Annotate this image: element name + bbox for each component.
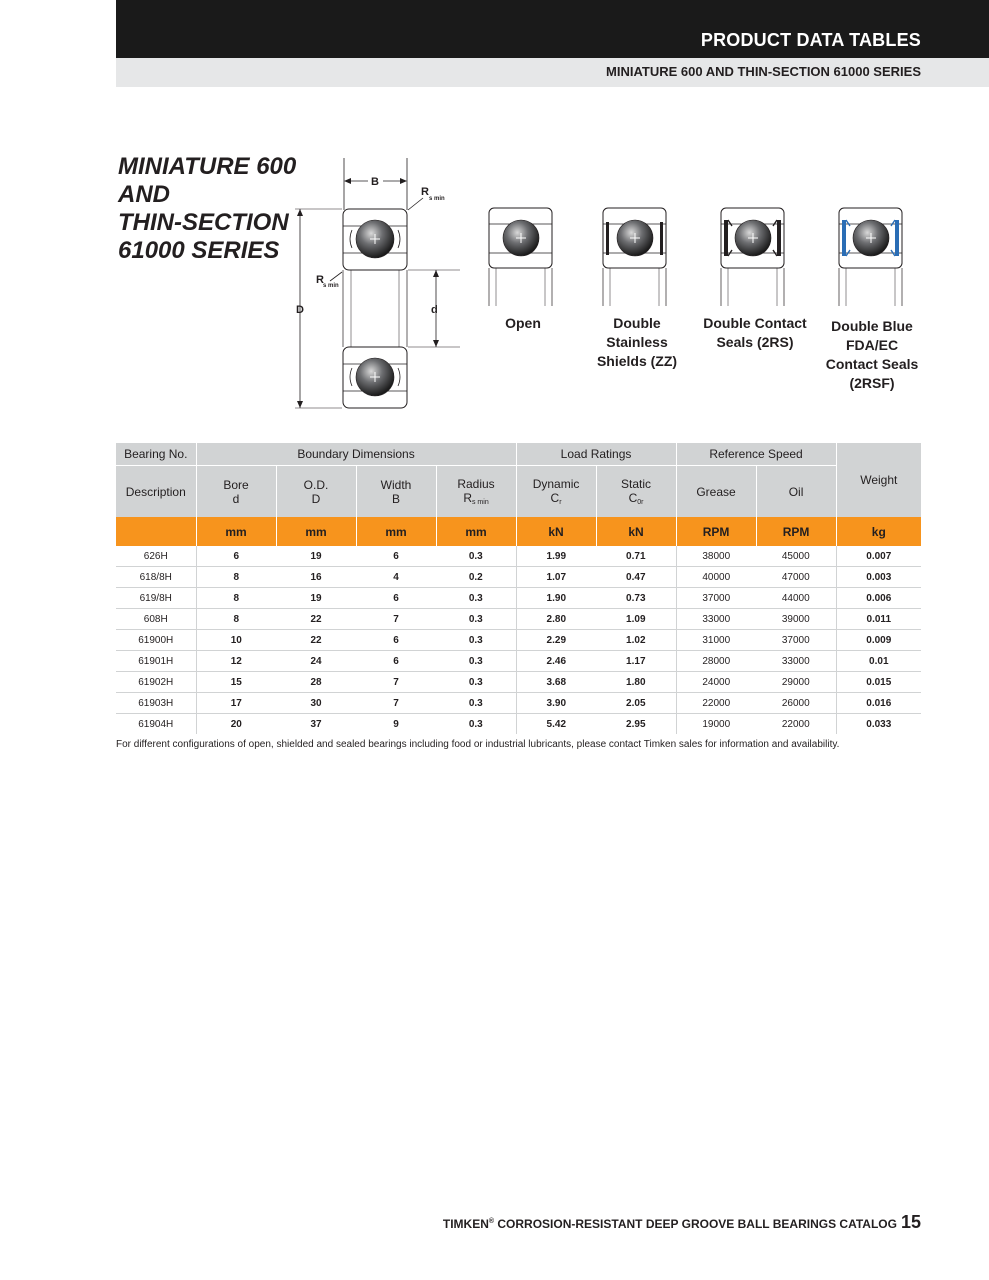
table-cell: 19: [276, 588, 356, 609]
table-cell: 0.006: [836, 588, 921, 609]
series-title-line: 61000 SERIES: [118, 237, 280, 264]
bearing-blue-seal-icon: [838, 206, 904, 308]
table-cell: 26000: [756, 693, 836, 714]
radius-sub-top: s min: [429, 196, 445, 202]
table-cell: 22000: [676, 693, 756, 714]
table-cell: 7: [356, 672, 436, 693]
header-od-symbol: D: [311, 491, 321, 506]
table-cell: 0.47: [596, 567, 676, 588]
table-cell: 45000: [781, 550, 810, 562]
unit-cell: kg: [836, 517, 921, 546]
table-cell: 2.80: [516, 609, 596, 630]
table-cell: 0.3: [436, 651, 516, 672]
table-cell: 31000: [676, 630, 756, 651]
header-static-sub: 0r: [637, 499, 644, 506]
variant-label-shield: Double Stainless Shields (ZZ): [596, 315, 678, 369]
table-cell: 7: [356, 693, 436, 714]
table-cell: 6: [356, 630, 436, 651]
header-bore-label: Bore: [223, 477, 249, 492]
table-cell: 2.29: [516, 630, 596, 651]
table-cell: 0.3: [436, 714, 516, 735]
page-number: 15: [900, 1212, 921, 1232]
table-cell: 1.90: [516, 588, 596, 609]
header-od: [276, 466, 356, 518]
bearing-seal-icon: [720, 206, 786, 308]
table-cell: 47000: [756, 567, 836, 588]
table-cell: 1.09: [596, 609, 676, 630]
width-label: B: [371, 176, 379, 188]
header-weight: Weight: [836, 443, 921, 517]
bearing-cross-section-diagram: [290, 150, 470, 415]
section-title: PRODUCT DATA TABLES: [700, 30, 921, 50]
header-dynamic-label: Dynamic: [532, 477, 580, 491]
table-cell: 0.009: [836, 630, 921, 651]
table-cell: 37000: [676, 588, 756, 609]
bearing-shield-icon: [602, 206, 668, 308]
header-od-label: O.D.: [303, 477, 329, 492]
variant-label-blue-seal: Double Blue FDA/EC Contact Seals (2RSF): [825, 318, 919, 391]
table-row: [116, 567, 921, 588]
bearing-number-cell: 61903H: [116, 693, 196, 714]
variant-label-seal: Double Contact Seals (2RS): [703, 315, 807, 350]
table-cell: 1.17: [596, 651, 676, 672]
bearing-number-cell: 619/8H: [116, 588, 196, 609]
series-title-line: MINIATURE 600: [118, 153, 297, 180]
bearing-number-cell: 61902H: [116, 672, 196, 693]
header-grease: Grease: [676, 466, 756, 518]
table-body: [116, 546, 921, 734]
header-dynamic: [516, 466, 596, 518]
table-cell: 37: [276, 714, 356, 735]
header-radius-label: Radius: [457, 477, 495, 491]
table-cell: 0.011: [836, 609, 921, 630]
header-width-symbol: B: [391, 491, 400, 506]
header-radius-symbol: R: [463, 491, 472, 505]
table-cell: 3.90: [516, 693, 596, 714]
table-row: [116, 714, 921, 735]
table-cell: 0.3: [436, 609, 516, 630]
table-cell: 9: [356, 714, 436, 735]
table-cell: 8: [196, 588, 276, 609]
table-row: [116, 651, 921, 672]
table-cell: 28: [276, 672, 356, 693]
table-cell: 19: [310, 550, 322, 562]
table-cell: 7: [356, 609, 436, 630]
header-static: [596, 466, 676, 518]
table-cell: 0.71: [626, 550, 646, 562]
table-cell: 0.3: [468, 550, 483, 562]
table-cell: 12: [196, 651, 276, 672]
unit-cell: mm: [276, 517, 356, 546]
unit-cell: mm: [356, 517, 436, 546]
subsection-title: MINIATURE 600 AND THIN-SECTION 61000 SERIES: [606, 64, 921, 79]
bore-label: d: [431, 304, 438, 316]
bearing-number-cell: 608H: [116, 609, 196, 630]
table-row: [116, 588, 921, 609]
table-cell: 6: [393, 550, 399, 562]
header-boundary-dimensions: Boundary Dimensions: [196, 443, 516, 466]
bearing-data-table: [116, 443, 921, 734]
radius-label-top: R: [421, 186, 429, 198]
table-cell: 24000: [676, 672, 756, 693]
table-cell: 15: [196, 672, 276, 693]
table-cell: 0.73: [596, 588, 676, 609]
table-cell: 2.46: [516, 651, 596, 672]
table-cell: 2.95: [596, 714, 676, 735]
header-bore-symbol: d: [232, 491, 240, 506]
unit-cell: kN: [596, 517, 676, 546]
header-description: Description: [116, 466, 196, 518]
header-radius: [436, 466, 516, 518]
table-cell: 1.80: [596, 672, 676, 693]
table-cell: 2.05: [596, 693, 676, 714]
bearing-number-cell: 618/8H: [116, 567, 196, 588]
table-cell: 0.007: [836, 546, 921, 567]
header-dynamic-sub: r: [559, 499, 562, 506]
header-reference-speed: Reference Speed: [676, 443, 836, 466]
table-cell: 24: [276, 651, 356, 672]
series-title: [118, 153, 298, 265]
table-cell: 1.02: [596, 630, 676, 651]
header-band: [116, 0, 989, 58]
header-oil: Oil: [756, 466, 836, 518]
table-cell: 22000: [756, 714, 836, 735]
unit-cell: mm: [196, 517, 276, 546]
bearing-open-icon: [488, 206, 554, 308]
table-cell: 40000: [676, 567, 756, 588]
header-static-label: Static: [621, 477, 652, 491]
table-cell: 22: [276, 630, 356, 651]
subheader-band: [116, 58, 989, 87]
header-bore: [196, 466, 276, 518]
table-row: [116, 546, 921, 567]
table-cell: 0.2: [436, 567, 516, 588]
footer-brand: TIMKEN: [442, 1217, 489, 1231]
table-cell: 44000: [756, 588, 836, 609]
table-cell: 29000: [756, 672, 836, 693]
page-footer: [443, 1212, 921, 1233]
header-bearing-no: Bearing No.: [116, 443, 196, 466]
variant-label-open: Open: [505, 315, 541, 331]
header-static-symbol: C: [628, 491, 638, 505]
unit-cell: mm: [436, 517, 516, 546]
table-cell: 39000: [756, 609, 836, 630]
table-row: [116, 609, 921, 630]
od-label: D: [296, 304, 304, 316]
availability-note: For different configurations of open, shielded and sealed bearings including food or industrial lubricants, please contact Timken sales for information and availability.: [116, 739, 840, 750]
table-row: [116, 672, 921, 693]
table-cell: 6: [196, 546, 276, 567]
table-cell: 0.3: [436, 588, 516, 609]
bearing-number-cell: 61904H: [116, 714, 196, 735]
table-cell: 0.015: [836, 672, 921, 693]
table-cell: 16: [276, 567, 356, 588]
table-cell: 0.003: [836, 567, 921, 588]
table-cell: 0.033: [836, 714, 921, 735]
unit-cell: kN: [516, 517, 596, 546]
table-cell: 0.016: [836, 693, 921, 714]
table-cell: 6: [356, 588, 436, 609]
bearing-number-cell: 61900H: [116, 630, 196, 651]
table-cell: 8: [196, 567, 276, 588]
table-cell: 0.3: [436, 672, 516, 693]
table-row: [116, 693, 921, 714]
table-cell: 38000: [676, 546, 756, 567]
table-cell: 5.42: [516, 714, 596, 735]
table-cell: 33000: [676, 609, 756, 630]
radius-label-side: R: [316, 274, 324, 286]
table-cell: 28000: [676, 651, 756, 672]
header-width: [356, 466, 436, 518]
bearing-number-cell: 626H: [143, 550, 168, 562]
table-cell: 30: [276, 693, 356, 714]
units-blank: [116, 517, 196, 546]
table-cell: 22: [276, 609, 356, 630]
radius-sub-side: s min: [323, 283, 339, 289]
table-cell: 8: [196, 609, 276, 630]
table-cell: 0.01: [836, 651, 921, 672]
table-cell: 1.07: [516, 567, 596, 588]
series-title-line: AND: [118, 181, 170, 208]
header-radius-sub: s min: [471, 499, 489, 506]
table-row: [116, 630, 921, 651]
header-load-ratings: Load Ratings: [516, 443, 676, 466]
table-cell: 0.3: [436, 630, 516, 651]
header-dynamic-symbol: C: [550, 491, 560, 505]
table-cell: 6: [356, 651, 436, 672]
unit-cell: RPM: [676, 517, 756, 546]
table-cell: 4: [356, 567, 436, 588]
table-cell: 17: [196, 693, 276, 714]
table-cell: 1.99: [516, 546, 596, 567]
table-cell: 10: [196, 630, 276, 651]
table-cell: 0.3: [436, 693, 516, 714]
table-cell: 33000: [756, 651, 836, 672]
table-cell: 37000: [756, 630, 836, 651]
table-cell: 20: [196, 714, 276, 735]
header-width-label: Width: [380, 477, 412, 492]
table-cell: 19000: [676, 714, 756, 735]
series-title-line: THIN-SECTION: [118, 209, 289, 236]
footer-registered-mark: ®: [488, 1218, 495, 1225]
table-cell: 3.68: [516, 672, 596, 693]
bearing-number-cell: 61901H: [116, 651, 196, 672]
footer-catalog-title: CORROSION-RESISTANT DEEP GROOVE BALL BEARINGS CATALOG: [494, 1217, 897, 1231]
unit-cell: RPM: [756, 517, 836, 546]
